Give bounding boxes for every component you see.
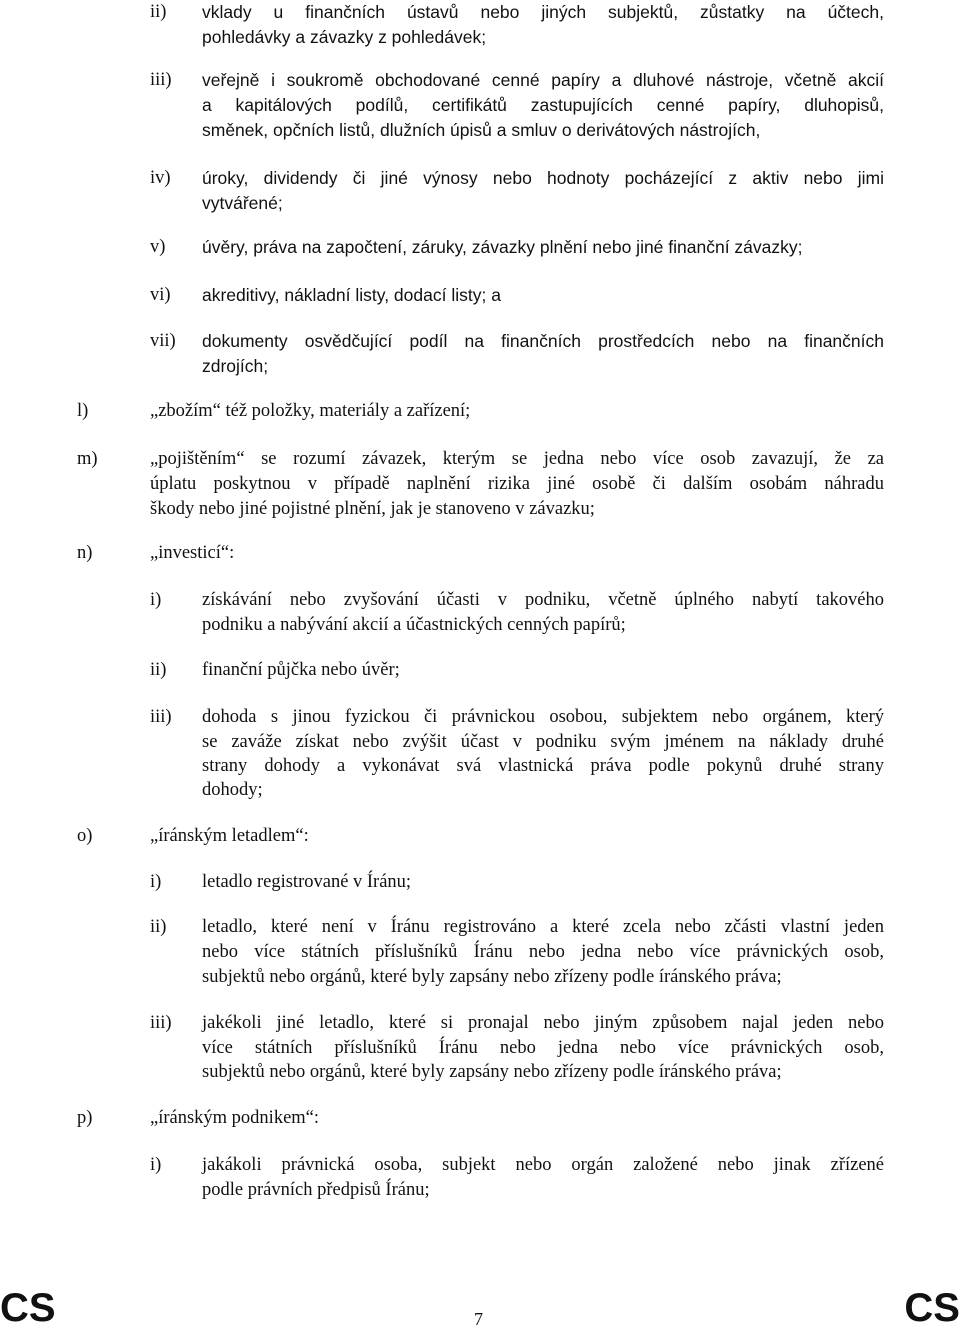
page-number: 7 xyxy=(474,1309,483,1329)
item-text-line: podniku a nabývání akcií a účastnických cenných papírů; xyxy=(202,615,626,635)
item-text-line: škody nebo jiné pojistné plnění, jak je stanoveno v závazku; xyxy=(150,499,595,519)
item-text-line: získávání nebo zvyšování účasti v podniku, včetně úplného nabytí takového xyxy=(202,590,884,610)
item-label: ii) xyxy=(150,2,167,22)
item-text-line: více státních příslušníků Íránu nebo jedna nebo více právnických osob, xyxy=(202,1038,884,1058)
item-text-line: dohoda s jinou fyzickou či právnickou osobou, subjektem nebo orgánem, který xyxy=(202,707,884,727)
item-text-line: jakákoli právnická osoba, subjekt nebo orgán založené nebo jinak zřízené xyxy=(202,1155,884,1175)
item-label: i) xyxy=(150,590,162,610)
item-text-line: letadlo, které není v Íránu registrováno a které zcela nebo zčásti vlastní jeden xyxy=(202,917,884,937)
item-text-line: subjektů nebo orgánů, které byly zapsány nebo zřízeny podle íránského práva; xyxy=(202,967,782,987)
item-text-line: „íránským podnikem“: xyxy=(150,1108,320,1128)
item-text-line: finanční půjčka nebo úvěr; xyxy=(202,660,400,680)
item-text-line: jakékoli jiné letadlo, které si pronajal nebo jiným způsobem najal jeden nebo xyxy=(202,1013,884,1033)
item-text-line: úvěry, práva na započtení, záruky, závazky plnění nebo jiné finanční závazky; xyxy=(202,237,803,257)
item-text-line: směnek, opčních listů, dlužních úpisů a smluv o derivátových nástrojích, xyxy=(202,120,761,140)
item-text-line: vytvářené; xyxy=(202,193,283,213)
item-text-line: „pojištěním“ se rozumí závazek, kterým se jedna nebo více osob zavazují, že za xyxy=(150,449,884,469)
item-label: i) xyxy=(150,1155,162,1175)
item-label: v) xyxy=(150,237,166,257)
item-text-line: subjektů nebo orgánů, které byly zapsány nebo zřízeny podle íránského práva; xyxy=(202,1062,782,1082)
item-text-line: „investicí“: xyxy=(150,543,235,563)
item-text-line: dokumenty osvědčující podíl na finančních prostředcích nebo na finančních xyxy=(202,331,884,351)
item-text-line: vklady u finančních ústavů nebo jiných subjektů, zůstatky na účtech, xyxy=(202,2,884,22)
item-text-line: nebo více státních příslušníků Íránu nebo jedna nebo více právnických osob, xyxy=(202,942,884,962)
item-label: vi) xyxy=(150,285,171,305)
item-text-line: podle právních předpisů Íránu; xyxy=(202,1180,430,1200)
item-label: ii) xyxy=(150,660,167,680)
item-label: l) xyxy=(77,401,89,421)
item-text-line: strany dohody a vykonávat svá vlastnická práva podle pokynů druhé strany xyxy=(202,756,884,776)
item-text-line: pohledávky a závazky z pohledávek; xyxy=(202,27,487,47)
item-label: n) xyxy=(77,543,93,563)
item-text-line: úroky, dividendy či jiné výnosy nebo hodnoty pocházející z aktiv nebo jimi xyxy=(202,168,884,188)
item-text-line: úplatu poskytnou v případě naplnění rizika jiné osobě či dalším osobám náhradu xyxy=(150,474,884,494)
item-label: o) xyxy=(77,826,93,846)
item-label: i) xyxy=(150,872,162,892)
footer-language-code-left: CS xyxy=(0,1286,56,1330)
item-text-line: zdrojích; xyxy=(202,356,269,376)
item-text-line: „íránským letadlem“: xyxy=(150,826,309,846)
item-label: iii) xyxy=(150,70,172,90)
item-text-line: dohody; xyxy=(202,780,263,800)
item-text-line: letadlo registrované v Íránu; xyxy=(202,872,412,892)
footer-language-code-right: CS xyxy=(904,1286,960,1330)
item-text-line: se zaváže získat nebo zvýšit účast v podniku svým jménem na náklady druhé xyxy=(202,732,884,752)
item-text-line: akreditivy, nákladní listy, dodací listy; a xyxy=(202,285,501,305)
item-label: ii) xyxy=(150,917,167,937)
item-label: iii) xyxy=(150,707,172,727)
item-label: iv) xyxy=(150,168,171,188)
item-text-line: a kapitálových podílů, certifikátů zastupujících cenné papíry, dluhopisů, xyxy=(202,95,884,115)
item-label: m) xyxy=(77,449,98,469)
item-label: vii) xyxy=(150,331,176,351)
item-label: iii) xyxy=(150,1013,172,1033)
item-text-line: veřejně i soukromě obchodované cenné papíry a dluhové nástroje, včetně akcií xyxy=(202,70,884,90)
item-label: p) xyxy=(77,1108,93,1128)
item-text-line: „zbožím“ též položky, materiály a zařízení; xyxy=(150,401,471,421)
